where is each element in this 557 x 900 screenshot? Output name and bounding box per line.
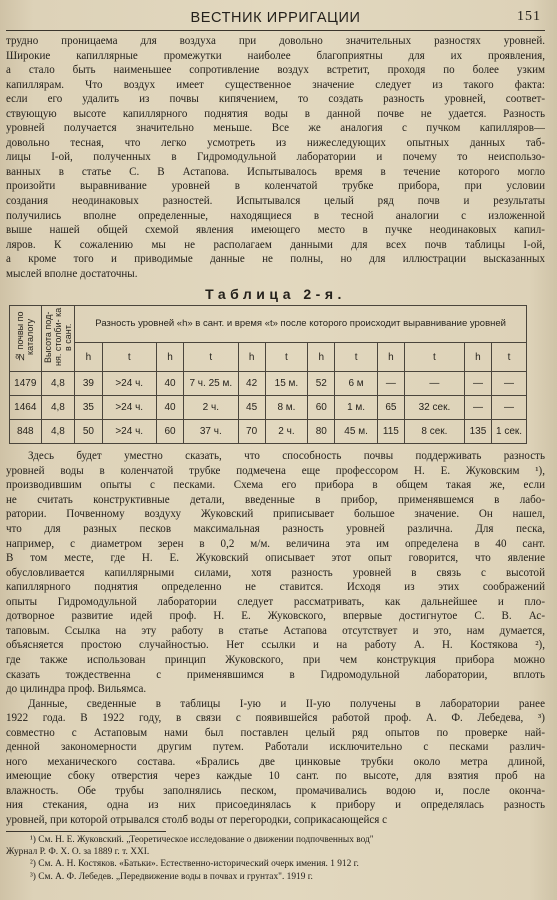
table-cell: 37 ч. bbox=[184, 420, 238, 444]
table-cell: — bbox=[405, 372, 465, 396]
table-cell: 135 bbox=[464, 420, 491, 444]
table-cell: 39 bbox=[75, 372, 102, 396]
text-line: уровней, при которой отрывался столб воды от перегородки, соприкасающейся с bbox=[6, 813, 388, 826]
text-line: создания неодинаковых разностей. Испытывался целый ряд почв и результаты bbox=[6, 195, 545, 208]
table-cell: 1 сек. bbox=[492, 420, 527, 444]
text-line: до цилиндра проф. Вильямса. bbox=[6, 683, 147, 696]
page-number: 151 bbox=[517, 9, 541, 24]
table-cell: 52 bbox=[308, 372, 335, 396]
level-difference-header: Разность уровней «h» в сант. и время «t» после которого происходит выравнивание уровней bbox=[75, 306, 527, 343]
text-line: мыслей вполне достаточны. bbox=[6, 267, 138, 280]
subheader-h: h bbox=[377, 342, 404, 371]
text-line: опыты Гидромодульной лаборатории следует рассматривать, как дальнейшее и пло- bbox=[6, 595, 545, 608]
text-line: таповым. Ссылка на эту работу в статье Астапова отсутствует и это, нам думается, bbox=[6, 624, 545, 637]
text-line: В том месте, где Н. Е. Жуковский описывает этот опыт говорится, что явление bbox=[6, 552, 545, 565]
table-cell: 15 м. bbox=[265, 372, 307, 396]
text-line: произойти выравнивание уровней в коленчатой трубке прибора, при условии bbox=[6, 180, 545, 193]
text-line: капиллярам. Что воздух имеет существенное значение следует из такого факта: bbox=[6, 78, 545, 91]
text-line: получились вполне определенные, находящиеся в тесной аналогии с изложенной bbox=[6, 209, 545, 222]
text-line: влажность. Обе трубы заполнялись песком, промачивались водою и, после оконча- bbox=[6, 784, 545, 797]
paragraph-data bbox=[6, 697, 545, 828]
table-cell: 8 сек. bbox=[405, 420, 465, 444]
footnote: ³) См. А. Ф. Лебедев. „Передвижение воды в почвах и грунтах". 1919 г. bbox=[30, 871, 313, 882]
subheader-h: h bbox=[308, 342, 335, 371]
table-row bbox=[10, 372, 527, 396]
text-line: а кроме того и приводимые данные не полны, но для иллюстрации высказанных bbox=[6, 253, 545, 266]
table-cell: 40 bbox=[156, 396, 183, 420]
footnote: ²) См. А. Н. Костяков. «Батьки». Естественно-исторический очерк имения. 1 912 г. bbox=[30, 859, 359, 870]
table-cell: 2 ч. bbox=[184, 396, 238, 420]
table-cell: 115 bbox=[377, 420, 404, 444]
text-line: ния стекания, одна из них присоединялась к прибору и определялась разность bbox=[6, 799, 545, 812]
table-cell: 4,8 bbox=[41, 372, 75, 396]
subheader-h: h bbox=[156, 342, 183, 371]
table-cell: — bbox=[377, 372, 404, 396]
text-line: дотворное развитие идей проф. Н. Е. Жуковского, впервые достигнутое С. В. Ас- bbox=[6, 610, 545, 623]
subheader-h: h bbox=[75, 342, 102, 371]
table-cell: >24 ч. bbox=[102, 372, 156, 396]
text-line: трудно проницаема для воздуха при довольно значительных разностях уровней. bbox=[6, 35, 545, 47]
table-cell: 35 bbox=[75, 396, 102, 420]
catalog-header bbox=[10, 306, 42, 372]
table-cell: 60 bbox=[308, 396, 335, 420]
text-line: ного механического состава. «Брались две цинковые трубки около метра длиной, bbox=[6, 755, 545, 768]
text-line: где также использован принцип Жуковского, при чем конструкция прибора можно bbox=[6, 653, 545, 666]
text-line: уровней получается значительно меньше. Все же аналогия с пучком капилляров— bbox=[6, 122, 545, 135]
paragraph-intro bbox=[6, 34, 545, 281]
table-cell: — bbox=[492, 396, 527, 420]
text-line: что для разных песков максимальная разность уровней различна. Для песка, bbox=[6, 523, 545, 536]
table-cell: 6 м bbox=[335, 372, 377, 396]
subheader-h: h bbox=[464, 342, 491, 371]
table-row bbox=[10, 396, 527, 420]
table-cell: 45 м. bbox=[335, 420, 377, 444]
table-cell: 42 bbox=[238, 372, 265, 396]
table-cell: 1464 bbox=[10, 396, 42, 420]
catalog-header-label: № почвы по каталогу bbox=[15, 312, 36, 363]
table-cell: >24 ч. bbox=[102, 420, 156, 444]
text-line: например, с диаметром зерен в 0,2 м/м. величина эта им определена в 40 сант. bbox=[6, 537, 545, 550]
table-cell: 4,8 bbox=[41, 420, 75, 444]
text-line: ратории. Почвенному воздуху Жуковский приписывает большое значение. Он нашел, bbox=[6, 508, 545, 521]
height-header bbox=[41, 306, 75, 372]
text-line: выше нашей общей схемой явления имеющего место в пучке неодинаковых капил- bbox=[6, 224, 545, 237]
table-cell: >24 ч. bbox=[102, 396, 156, 420]
table-cell: 2 ч. bbox=[265, 420, 307, 444]
table-cell: 45 bbox=[238, 396, 265, 420]
table-title: Таблица 2-я. bbox=[205, 286, 346, 303]
text-line: ванных в статье С. В Астапова. Испытывалось время в течение которого могло bbox=[6, 165, 545, 178]
table-cell: 1 м. bbox=[335, 396, 377, 420]
table-cell: 70 bbox=[238, 420, 265, 444]
text-line: капиллярного поднятия определенно не ставится. Исходя из этих соображений bbox=[6, 581, 545, 594]
table-cell: 65 bbox=[377, 396, 404, 420]
table-cell: 7 ч. 25 м. bbox=[184, 372, 238, 396]
text-line: имеющие сбоку отверстия через каждые 10 сант. по высоте, для взятия проб на bbox=[6, 770, 545, 783]
text-line: ствующую высоте капиллярного поднятия воды в данной почве не удается. Разность bbox=[6, 107, 545, 120]
text-line: ляров. К сожалению мы не располагаем данными для всех почв таблицы I-ой, bbox=[6, 238, 545, 251]
table-cell: 4,8 bbox=[41, 396, 75, 420]
paragraph-zhukovsky bbox=[6, 449, 545, 696]
table-cell: — bbox=[492, 372, 527, 396]
text-line: сказать тождественна с применявшимся в Гидромодульной лаборатории, вплоть bbox=[6, 668, 545, 681]
text-line: а стало быть наименьшее сопротивление воздух встретит, проходя по более узким bbox=[6, 64, 545, 77]
table-body bbox=[10, 372, 527, 444]
text-line: не считать конструктивные детали, введенные в прибор, применявшемся в лабо- bbox=[6, 493, 545, 506]
table-cell: — bbox=[464, 396, 491, 420]
table-cell: 60 bbox=[156, 420, 183, 444]
text-line: если его удалить из почвы кипячением, то создать разность уровней, соответ- bbox=[6, 93, 545, 106]
journal-title: ВЕСТНИК ИРРИГАЦИИ bbox=[190, 10, 361, 26]
subheader-h: h bbox=[238, 342, 265, 371]
table-row bbox=[10, 420, 527, 444]
text-line: Здесь будет уместно сказать, что способность почвы поддерживать разность bbox=[28, 450, 545, 463]
text-line: лицы I-ой, полученных в Гидромодульной лаборатории и почему то неиспользо- bbox=[6, 151, 545, 164]
text-line: уровней воды в коленчатой трубке подмечена еще профессором Н. Е. Жуковским ¹), bbox=[6, 464, 545, 477]
table-cell: 8 м. bbox=[265, 396, 307, 420]
footnote-rule bbox=[6, 831, 166, 832]
subheader-t: t bbox=[184, 342, 238, 371]
table-cell: 80 bbox=[308, 420, 335, 444]
text-line: объясняется простою случайностью. Нет ссылки и на работу А. Н. Костякова ²), bbox=[6, 639, 545, 652]
subheader-t: t bbox=[335, 342, 377, 371]
table-cell: 40 bbox=[156, 372, 183, 396]
table-cell: 1479 bbox=[10, 372, 42, 396]
text-line: совместно с Астаповым нами был поставлен целый ряд опытов по проверке най- bbox=[6, 726, 545, 739]
footnote: ¹) См. Н. Е. Жуковский. „Теоретическое исследование о движении подпочвенных вод" bbox=[30, 834, 374, 845]
table-cell: 32 сек. bbox=[405, 396, 465, 420]
text-line: Данные, сведенные в таблицы I-ую и II-ую получены в лаборатории ранее bbox=[28, 697, 545, 710]
table-cell: 848 bbox=[10, 420, 42, 444]
subheader-t: t bbox=[265, 342, 307, 371]
text-line: 1922 года. В 1922 году, в связи с появившейся работой проф. А. Ф. Лебедева, ³) bbox=[6, 712, 545, 725]
table-cell: — bbox=[464, 372, 491, 396]
page-header bbox=[6, 8, 545, 31]
subheader-t: t bbox=[492, 342, 527, 371]
subheader-t: t bbox=[405, 342, 465, 371]
subheader-row bbox=[10, 342, 527, 371]
subheader-t: t bbox=[102, 342, 156, 371]
height-header-label: Высота под- ня. столби- ка в сант. bbox=[42, 308, 73, 367]
text-line: Широкие капиллярные промежутки наиболее благоприятны для их проявления, bbox=[6, 49, 545, 62]
footnotes bbox=[6, 834, 545, 884]
data-table bbox=[9, 305, 527, 444]
text-line: производившим опыты с песками. Схема его прибора в общем такая же, если bbox=[6, 479, 545, 492]
text-line: довольно тесная, что легко усмотреть из нижеследующих опытных данных таб- bbox=[6, 136, 545, 149]
table-cell: 50 bbox=[75, 420, 102, 444]
text-line: обусловливается капиллярными силами, хотя разность уровней в связь с высотой bbox=[6, 566, 545, 579]
text-line: денной закономерности другим путем. Работали исключительно с песками различ- bbox=[6, 741, 545, 754]
footnote: Журнал Р. Ф. Х. О. за 1889 г. т. XXI. bbox=[6, 846, 150, 857]
